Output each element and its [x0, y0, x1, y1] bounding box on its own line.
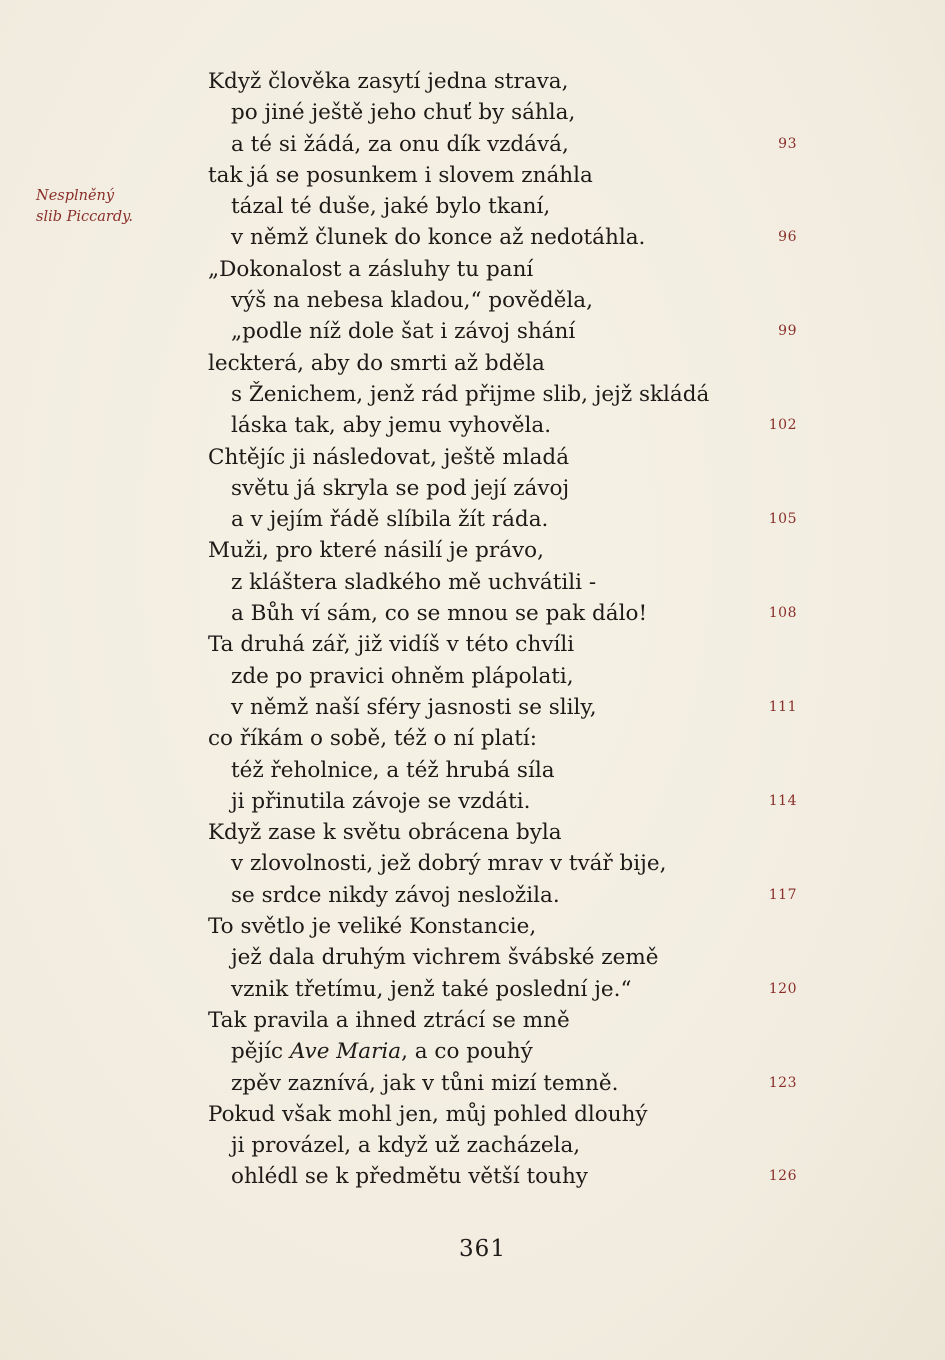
poem-line	[0, 66, 945, 97]
poem-line	[0, 379, 945, 410]
poem-line	[0, 942, 945, 973]
poem-line-text: „Dokonalost a zásluhy tu paní	[208, 256, 534, 282]
poem-line-text: láska tak, aby jemu vyhověla.	[231, 413, 552, 439]
line-number: 105	[768, 511, 797, 528]
poem-text	[0, 66, 945, 1193]
poem-line-text: Ta druhá zář, již vidíš v této chvíli	[208, 632, 575, 658]
poem-line	[0, 316, 945, 347]
poem-line-text: To světlo je veliké Konstancie,	[208, 914, 537, 940]
poem-line-text: pějíc Ave Maria, a co pouhý	[231, 1039, 533, 1065]
poem-line	[0, 222, 945, 253]
poem-line	[0, 723, 945, 754]
poem-line-text: leckterá, aby do smrti až bděla	[208, 350, 545, 376]
poem-line-text: jež dala druhým vichrem švábské země	[231, 945, 659, 971]
poem-line-text: vznik třetímu, jenž také poslední je.“	[231, 976, 632, 1002]
poem-line	[0, 504, 945, 535]
poem-line	[0, 1068, 945, 1099]
poem-line	[0, 1161, 945, 1192]
poem-line	[0, 129, 945, 160]
poem-line-text: ohlédl se k předmětu větší touhy	[231, 1164, 588, 1190]
poem-line	[0, 348, 945, 379]
poem-line-text: Pokud však mohl jen, můj pohled dlouhý	[208, 1101, 648, 1127]
poem-line-text: zde po pravici ohněm plápolati,	[231, 663, 574, 689]
poem-line	[0, 817, 945, 848]
margin-note-line-2: slib Piccardy.	[36, 209, 133, 225]
poem-line	[0, 598, 945, 629]
poem-line-text: a té si žádá, za onu dík vzdává,	[231, 131, 569, 157]
poem-line-text: v němž člunek do konce až nedotáhla.	[231, 225, 646, 251]
line-number: 111	[768, 698, 797, 715]
line-number: 123	[768, 1074, 797, 1091]
poem-line-text: též řeholnice, a též hrubá síla	[231, 757, 555, 783]
poem-line	[0, 755, 945, 786]
poem-line-text: výš na nebesa kladou,“ pověděla,	[231, 288, 593, 314]
poem-line	[0, 1005, 945, 1036]
poem-line	[0, 848, 945, 879]
poem-line	[0, 567, 945, 598]
poem-line-text: se srdce nikdy závoj nesložila.	[231, 882, 560, 908]
poem-line	[0, 97, 945, 128]
line-number: 102	[768, 417, 797, 434]
poem-line	[0, 692, 945, 723]
poem-line	[0, 535, 945, 566]
poem-line	[0, 661, 945, 692]
poem-line-text: tázal té duše, jaké bylo tkaní,	[231, 194, 551, 220]
poem-line	[0, 285, 945, 316]
italic-phrase: Ave Maria	[289, 1039, 402, 1065]
poem-line	[0, 254, 945, 285]
poem-line	[0, 880, 945, 911]
poem-line-text: a v jejím řádě slíbila žít ráda.	[231, 507, 549, 533]
line-number: 117	[768, 886, 797, 903]
poem-line-text: ji provázel, a když už zacházela,	[231, 1133, 581, 1159]
poem-line	[0, 1130, 945, 1161]
line-number: 120	[768, 980, 797, 997]
poem-line-text: „podle níž dole šat i závoj shání	[231, 319, 576, 345]
poem-line-text: Chtějíc ji následovat, ještě mladá	[208, 444, 570, 470]
poem-line	[0, 1099, 945, 1130]
poem-line-text: co říkám o sobě, též o ní platí:	[208, 726, 538, 752]
poem-line	[0, 442, 945, 473]
poem-line	[0, 410, 945, 441]
line-number: 99	[778, 323, 797, 340]
poem-line-text: v němž naší sféry jasnosti se slily,	[231, 694, 597, 720]
poem-line-text: Muži, pro které násilí je právo,	[208, 538, 544, 564]
poem-line	[0, 911, 945, 942]
poem-line-text: z kláštera sladkého mě uchvátili -	[231, 569, 597, 595]
line-number: 114	[768, 792, 797, 809]
line-number: 108	[768, 605, 797, 622]
poem-line	[0, 974, 945, 1005]
poem-line-text: Když zase k světu obrácena byla	[208, 820, 562, 846]
poem-line	[0, 629, 945, 660]
poem-line-text: v zlovolnosti, jež dobrý mrav v tvář bije,	[231, 851, 667, 877]
margin-note-line-1: Nesplněný	[36, 188, 115, 204]
poem-line	[0, 160, 945, 191]
poem-line	[0, 191, 945, 222]
page-number: 361	[459, 1236, 506, 1262]
poem-line-text: po jiné ještě jeho chuť by sáhla,	[231, 100, 576, 126]
poem-line-text: a Bůh ví sám, co se mnou se pak dálo!	[231, 601, 648, 627]
poem-line-text: s Ženichem, jenž rád přijme slib, jejž skládá	[231, 381, 710, 407]
poem-line	[0, 1036, 945, 1067]
line-number: 96	[778, 229, 797, 246]
poem-line-text: tak já se posunkem i slovem znáhla	[208, 162, 593, 188]
line-number: 93	[778, 135, 797, 152]
poem-line-text: zpěv zaznívá, jak v tůni mizí temně.	[231, 1070, 619, 1096]
poem-line-text: ji přinutila závoje se vzdáti.	[231, 788, 531, 814]
line-number: 126	[768, 1168, 797, 1185]
poem-line-text: Tak pravila a ihned ztrácí se mně	[208, 1007, 570, 1033]
poem-line	[0, 473, 945, 504]
poem-line-text: světu já skryla se pod její závoj	[231, 475, 570, 501]
poem-line	[0, 786, 945, 817]
poem-line-text: Když člověka zasytí jedna strava,	[208, 69, 569, 94]
